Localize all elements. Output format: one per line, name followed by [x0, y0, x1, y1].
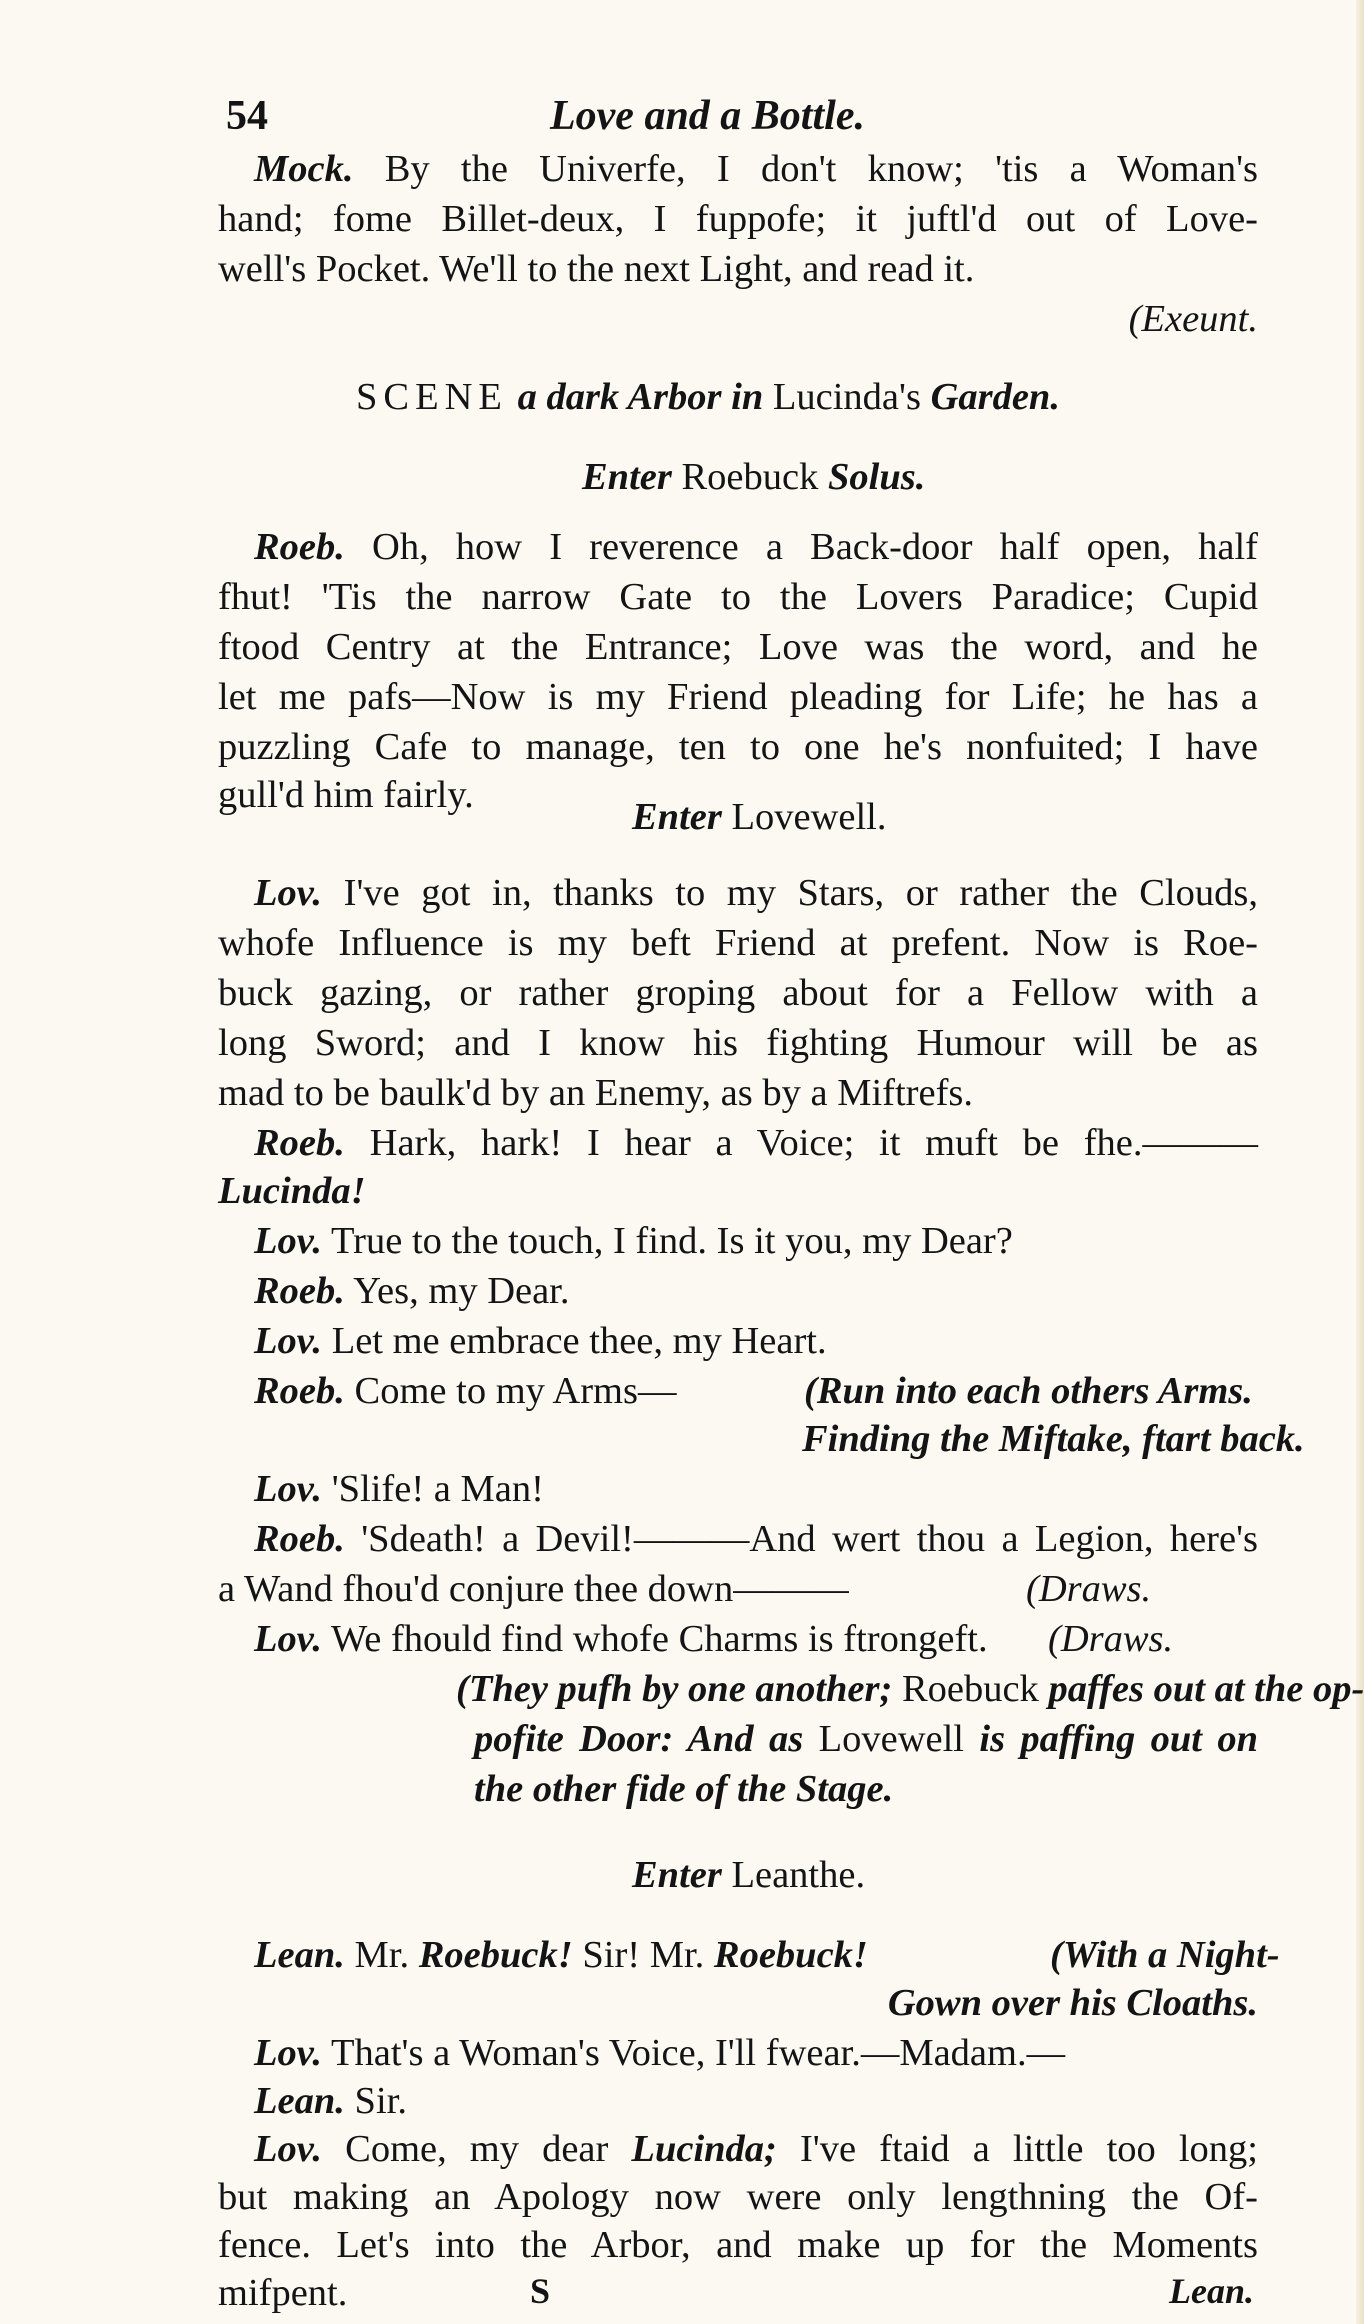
stage-direction-line — [456, 1664, 1364, 1714]
speech-text: Hark, hark! I hear a Voice; it muft be fhe.——— — [369, 1122, 1259, 1164]
text-line — [218, 2124, 1258, 2174]
page-edge — [1356, 0, 1364, 2324]
speaker-roeb: Roeb. — [254, 1122, 345, 1164]
text-line: ftood Centry at the Entrance; Love was the word, and he — [218, 626, 1258, 668]
name-italic: Lucinda; — [631, 2128, 777, 2170]
text-line: well's Pocket. We'll to the next Light, and read it. — [218, 248, 975, 290]
text-line: whofe Influence is my beft Friend at prefent. Now is Roe- — [218, 922, 1258, 964]
text-line — [218, 1564, 1258, 1614]
stage-direction: (Draws. — [1048, 1618, 1174, 1660]
character-name: Lovewell. — [731, 796, 887, 838]
enter-word: Enter — [582, 456, 672, 498]
speech-text: Yes, my Dear. — [353, 1270, 570, 1312]
enter-tail: Solus. — [827, 456, 926, 498]
speech-text: a Wand fhou'd conjure thee down——— — [218, 1568, 849, 1610]
scene-label: SCENE — [356, 376, 508, 418]
text-line — [218, 1614, 1258, 1664]
speaker-lov: Lov. — [254, 1220, 323, 1262]
text-line — [218, 2076, 1258, 2126]
text-line: Lucinda! — [218, 1170, 366, 1212]
speech-text: True to the touch, I find. Is it you, my Dear? — [331, 1220, 1013, 1262]
speech-text: I've got in, thanks to my Stars, or rather the Clouds, — [343, 872, 1258, 914]
name-italic: Roebuck! — [418, 1934, 573, 1976]
speech-text: We fhould find whofe Charms is ftrongeft. — [331, 1618, 988, 1660]
stage-direction: (They pufh by one another; — [456, 1668, 893, 1710]
text-line: mifpent. — [218, 2272, 348, 2314]
stage-direction: Finding the Miftake, ftart back. — [802, 1418, 1305, 1460]
stage-direction: is paffing out on — [979, 1718, 1259, 1760]
speech-text: 'Sdeath! a Devil!———And wert thou a Legion, here's — [361, 1518, 1259, 1560]
entrance-lovewell — [632, 792, 1258, 842]
speaker-lov: Lov. — [254, 872, 323, 914]
name-italic: Roebuck! — [713, 1934, 868, 1976]
enter-word: Enter — [632, 796, 722, 838]
character-name: Roebuck — [901, 1668, 1039, 1710]
character-name: Lovewell — [818, 1718, 964, 1760]
text-line: puzzling Cafe to manage, ten to one he's nonfuited; I have — [218, 726, 1258, 768]
speaker-mock: Mock. — [254, 148, 354, 190]
page-number: 54 — [226, 93, 268, 139]
scene-post: Garden. — [930, 376, 1060, 418]
speaker-lov: Lov. — [254, 2032, 323, 2074]
speaker-lean: Lean. — [254, 1934, 345, 1976]
text-line — [218, 1366, 1258, 1416]
text-line: hand; fome Billet-deux, I fuppofe; it juftl'd out of Love- — [218, 198, 1258, 240]
stage-direction: Gown over his Cloaths. — [887, 1982, 1258, 2024]
speaker-lov: Lov. — [254, 2128, 323, 2170]
text-line: buck gazing, or rather groping about for a Fellow with a — [218, 972, 1258, 1014]
text-line: let me pafs—Now is my Friend pleading for Life; he has a — [218, 676, 1258, 718]
text-line: but making an Apology now were only lengthning the Of- — [218, 2176, 1258, 2218]
entrance-roebuck — [582, 452, 1258, 502]
speech-text: Sir! Mr. — [582, 1934, 705, 1976]
text-line — [218, 1514, 1258, 1564]
speech-text: That's a Woman's Voice, I'll fwear.—Madam.— — [331, 2032, 1066, 2074]
text-line: mad to be baulk'd by an Enemy, as by a Miftrefs. — [218, 1072, 973, 1114]
speaker-roeb: Roeb. — [254, 1370, 345, 1412]
catchword: Lean. — [1169, 2271, 1254, 2311]
stage-direction: (Draws. — [1026, 1568, 1152, 1610]
speaker-roeb: Roeb. — [254, 526, 345, 568]
speech-text: Sir. — [354, 2080, 407, 2122]
speech-text: By the Univerfe, I don't know; 'tis a Woman's — [384, 148, 1259, 190]
text-line — [218, 1266, 1258, 1316]
text-line — [218, 144, 1258, 194]
scene-pre: a dark Arbor in — [517, 376, 764, 418]
text-line — [218, 1930, 1280, 1980]
text-line: long Sword; and I know his fighting Humour will be as — [218, 1022, 1258, 1064]
speech-text: Let me embrace thee, my Heart. — [331, 1320, 827, 1362]
scene-name: Lucinda's — [772, 376, 921, 418]
speaker-roeb: Roeb. — [254, 1518, 345, 1560]
speaker-lean: Lean. — [254, 2080, 345, 2122]
speech-text: Come, my dear — [345, 2128, 609, 2170]
character-name: Roebuck — [681, 456, 819, 498]
text-line — [218, 1464, 1258, 1514]
speech-text: 'Slife! a Man! — [331, 1468, 544, 1510]
text-line: fhut! 'Tis the narrow Gate to the Lovers Paradice; Cupid — [218, 576, 1258, 618]
text-line — [218, 522, 1258, 572]
scene-heading — [356, 372, 1258, 422]
speaker-roeb: Roeb. — [254, 1270, 345, 1312]
stage-direction: pofite Door: And as — [474, 1718, 804, 1760]
stage-direction: paffes out at the op- — [1048, 1668, 1364, 1710]
text-line: gull'd him fairly. — [218, 774, 474, 816]
speaker-lov: Lov. — [254, 1618, 323, 1660]
enter-word: Enter — [632, 1854, 722, 1896]
stage-direction: the other fide of the Stage. — [474, 1768, 894, 1810]
text-line — [218, 2028, 1258, 2078]
text-line — [218, 1316, 1258, 1366]
stage-direction-line — [474, 1714, 1258, 1764]
speech-text: Oh, how I reverence a Back-door half open, half — [372, 526, 1258, 568]
text-line — [218, 868, 1258, 918]
speech-text: I've ftaid a little too long; — [799, 2128, 1258, 2170]
stage-direction: (Run into each others Arms. — [804, 1370, 1253, 1412]
running-title: Love and a Bottle. — [550, 93, 865, 139]
text-line — [218, 1118, 1258, 1168]
text-line — [218, 1216, 1258, 1266]
speaker-lov: Lov. — [254, 1468, 323, 1510]
signature-mark: S — [530, 2271, 551, 2311]
speech-text: Mr. — [354, 1934, 410, 1976]
stage-direction: (With a Night- — [1050, 1934, 1280, 1976]
text-line: fence. Let's into the Arbor, and make up for the Moments — [218, 2224, 1258, 2266]
stage-direction: (Exeunt. — [1128, 298, 1258, 340]
speech-text: Come to my Arms— — [354, 1370, 677, 1412]
character-name: Leanthe. — [731, 1854, 866, 1896]
entrance-leanthe — [632, 1850, 1258, 1900]
speaker-lov: Lov. — [254, 1320, 323, 1362]
